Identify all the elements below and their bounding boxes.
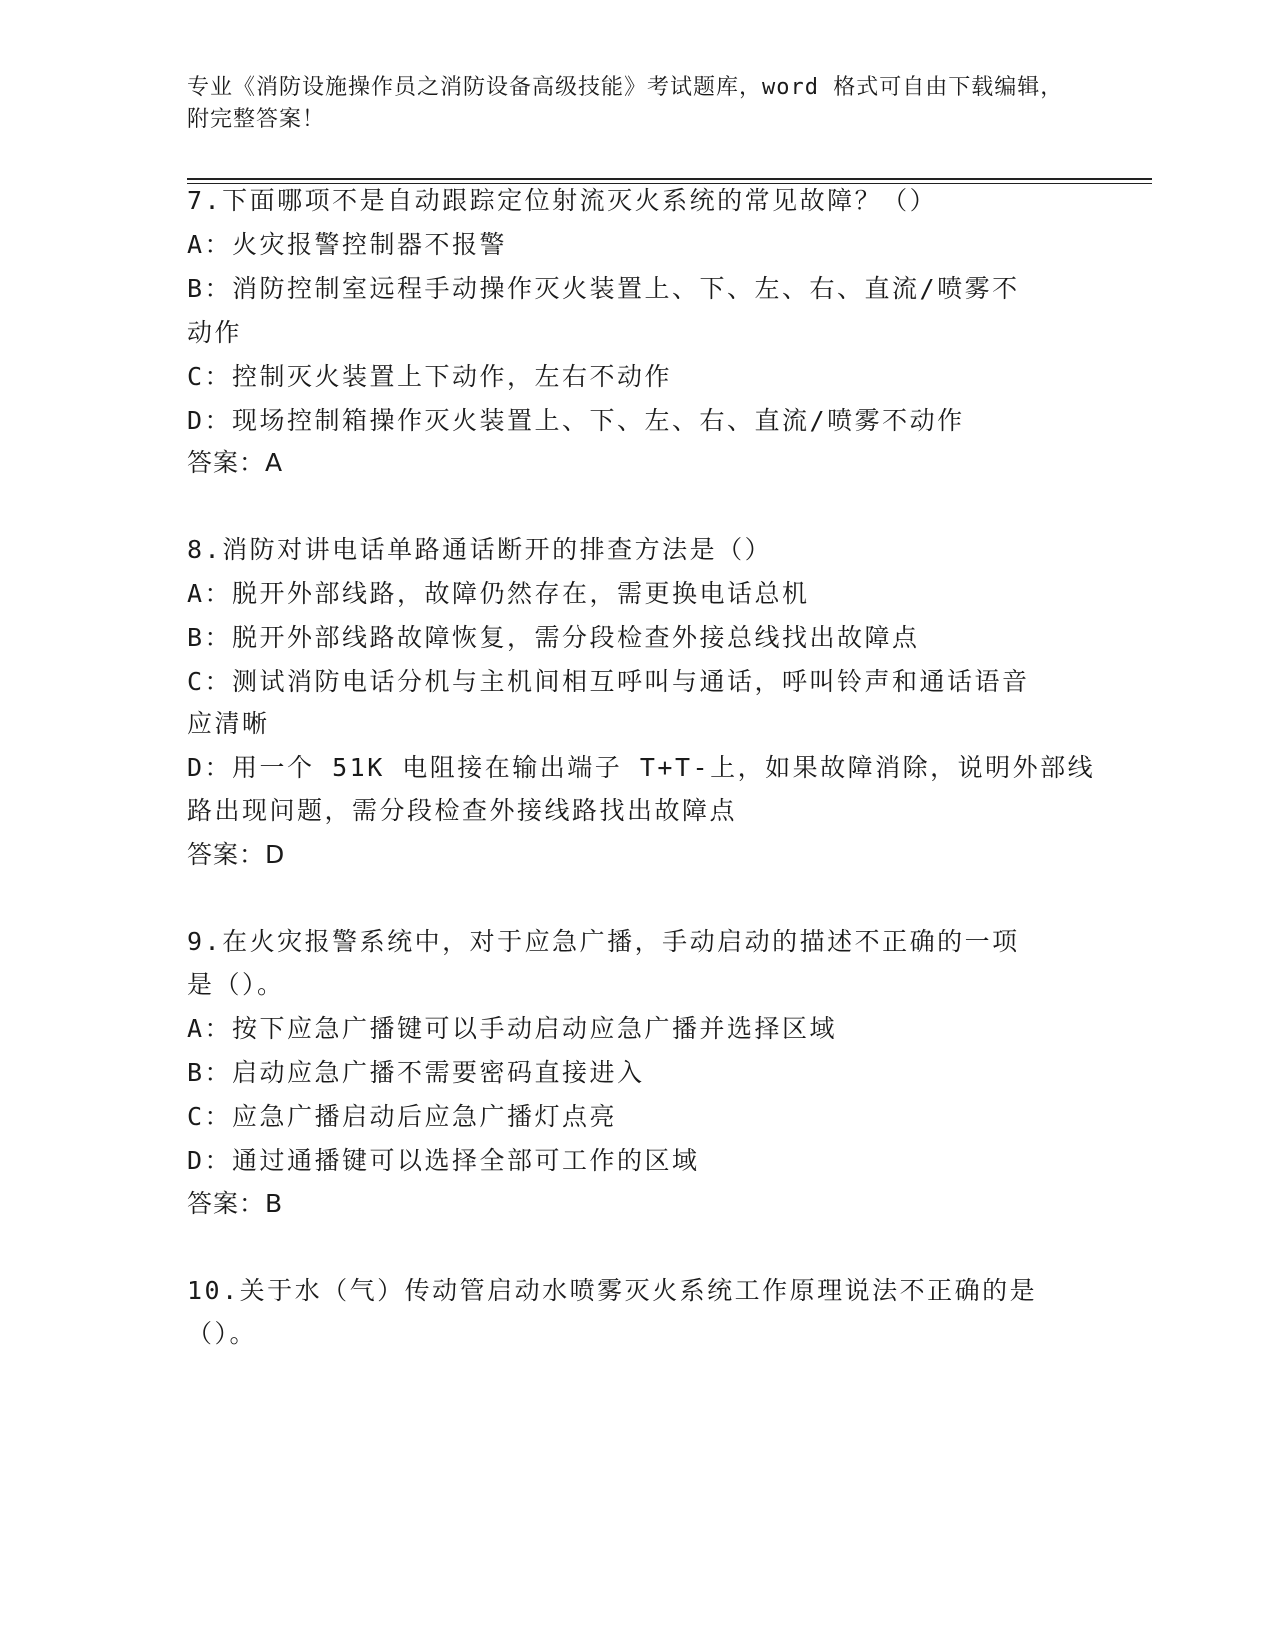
question-9-text: 9.在火灾报警系统中，对于应急广播，手动启动的描述不正确的一项	[187, 927, 1020, 956]
question-9-option-a: A：按下应急广播键可以手动启动应急广播并选择区域	[187, 1014, 838, 1043]
question-9-text-cont: 是（）。	[187, 970, 285, 999]
question-8-text: 8.消防对讲电话单路通话断开的排查方法是（）	[187, 535, 773, 564]
question-7-option-a: A：火灾报警控制器不报警	[187, 230, 508, 259]
question-8-option-b: B：脱开外部线路故障恢复，需分段检查外接总线找出故障点	[187, 623, 920, 652]
question-8-option-a: A：脱开外部线路，故障仍然存在，需更换电话总机	[187, 579, 810, 608]
question-9-option-d: D：通过通播键可以选择全部可工作的区域	[187, 1146, 700, 1175]
question-7-option-b: B：消防控制室远程手动操作灭火装置上、下、左、右、直流/喷雾不	[187, 274, 1020, 303]
question-8-option-c-cont: 应清晰	[187, 709, 270, 738]
question-7-option-c: C：控制灭火装置上下动作，左右不动作	[187, 362, 673, 391]
question-7-option-b-cont: 动作	[187, 318, 243, 347]
header-divider-thick	[187, 178, 1152, 180]
header-divider-thin	[187, 183, 1152, 184]
question-10-text: 10.关于水（气）传动管启动水喷雾灭火系统工作原理说法不正确的是	[187, 1276, 1038, 1305]
question-7-option-d: D：现场控制箱操作灭火装置上、下、左、右、直流/喷雾不动作	[187, 406, 965, 435]
question-9-answer: 答案：B	[187, 1189, 284, 1218]
question-7-answer: 答案：A	[187, 448, 284, 477]
question-8-answer: 答案：D	[187, 840, 286, 869]
document-header: 专业《消防设施操作员之消防设备高级技能》考试题库，word 格式可自由下载编辑，附完整答案！	[187, 75, 1064, 132]
question-8-option-d-cont: 路出现问题，需分段检查外接线路找出故障点	[187, 796, 738, 825]
question-9-option-c: C：应急广播启动后应急广播灯点亮	[187, 1102, 618, 1131]
question-10-text-cont: （）。	[187, 1319, 258, 1348]
question-7-text: 7.下面哪项不是自动跟踪定位射流灭火系统的常见故障？（）	[187, 186, 938, 215]
question-8-option-d: D：用一个 51K 电阻接在输出端子 T+T-上，如果故障消除，说明外部线	[187, 753, 1096, 782]
question-8-option-c: C：测试消防电话分机与主机间相互呼叫与通话，呼叫铃声和通话语音	[187, 667, 1030, 696]
question-9-option-b: B：启动应急广播不需要密码直接进入	[187, 1058, 645, 1087]
